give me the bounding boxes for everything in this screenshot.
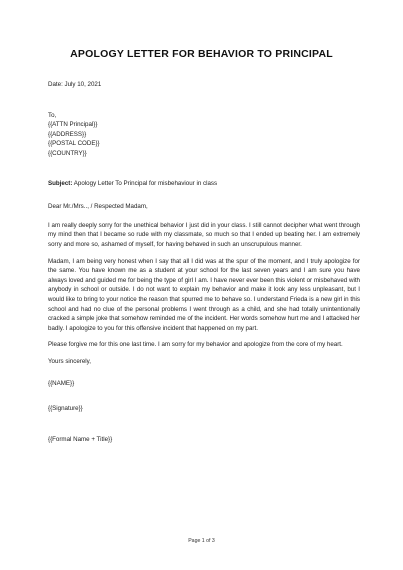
subject-label: Subject: (48, 179, 73, 187)
sender-signature: {{Signature}} (48, 405, 83, 413)
letter-date: Date: July 10, 2021 (48, 81, 102, 88)
page-number: Page 1 of 3 (188, 538, 215, 544)
recipient-address-block (48, 111, 360, 159)
recipient-to: To, (48, 111, 57, 119)
body-paragraph-2: Madam, I am being very honest when I say that all I did was at the spur of the moment, and I truly apologize for the same. You have known me as a student at your school for the last seven years and I am sure you have always loved and guided me for being the type of girl I am. I have never ever been this violent or misbehaved with anybody in school or outside. I do not want to explain my behavior and make it look any less unpleasant, but I would like to bring to your notice the reason that spurred me to behave so. I understand Frieda is a new girl in this school and had no clue of the personal problems I went through as a child, and she had totally unintentionally cracked a simple joke that somehow reminded me of the incident. Her words somehow hurt me and I attacked her badly. I apologize to you for this offensive incident that happened on my part. (48, 257, 360, 332)
salutation: Dear Mr./Mrs.., / Respected Madam, (48, 203, 148, 211)
body-paragraph-3: Please forgive me for this one last time. I am sorry for my behavior and apologize from the core of my heart. (48, 341, 343, 349)
closing: Yours sincerely, (48, 357, 91, 365)
sender-formal-name: {{Formal Name + Title}} (48, 435, 113, 443)
recipient-postal-code: {{POSTAL CODE}} (48, 140, 100, 148)
subject-line (48, 179, 360, 189)
recipient-country: {{COUNTRY}} (48, 149, 87, 157)
subject-text: Apology Letter To Principal for misbehaviour in class (72, 179, 218, 187)
recipient-attn: {{ATTN Principal}} (48, 121, 98, 129)
recipient-address: {{ADDRESS}} (48, 130, 87, 138)
sender-name: {{NAME}} (48, 380, 75, 388)
body-paragraph-1: I am really deeply sorry for the unethical behavior I just did in your class. I still cannot decipher what went through my mind then that I became so rude with my classmate, so much so that I ended up beating her. I am extremely sorry and more so, ashamed of myself, for having behaved in such an unscrupulous manner. (48, 221, 360, 248)
letter-body (48, 80, 360, 444)
document-title: APOLOGY LETTER FOR BEHAVIOR TO PRINCIPAL (70, 48, 333, 60)
